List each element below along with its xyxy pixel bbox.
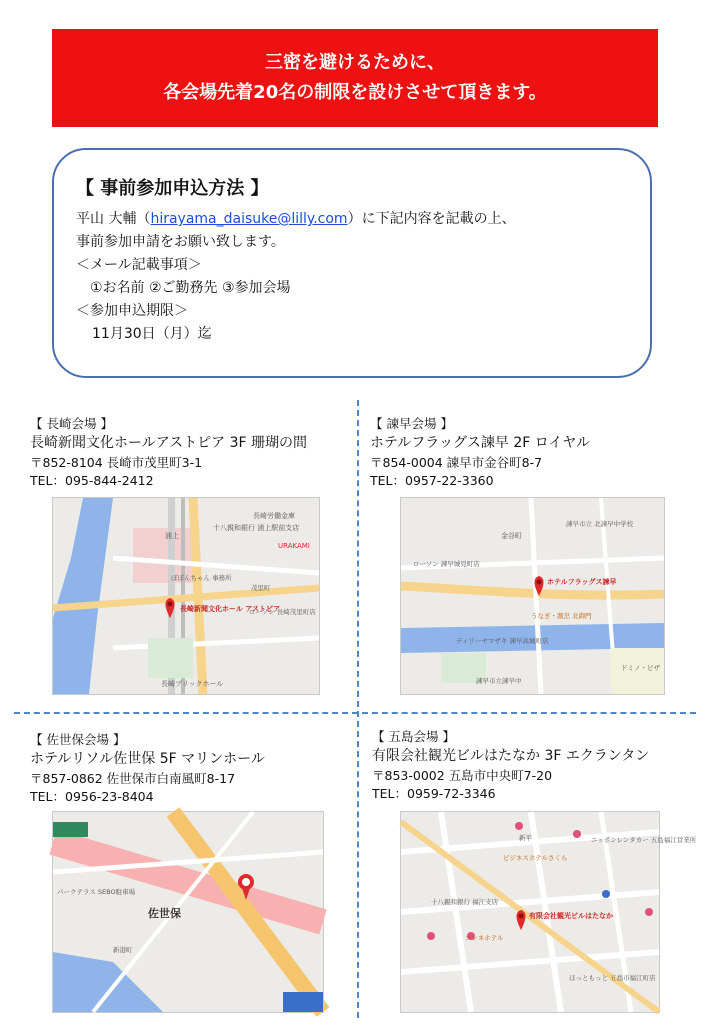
venue-tel: TEL：095-844-2412 (30, 473, 154, 488)
venue-isahaya (370, 415, 590, 490)
venue-name: 有限会社観光ビルはたなか 3F エクランタン (372, 748, 650, 764)
venue-name: ホテルフラッグス諫早 2F ロイヤル (370, 435, 591, 451)
application-method-box (52, 148, 652, 378)
venue-title: 【 五島会場 】 (372, 729, 455, 744)
items-list: ①お名前 ②ご勤務先 ③参加会場 (90, 280, 291, 296)
venue-address: 〒852-8104 長崎市茂里町3-1 (30, 455, 203, 470)
venue-name: ホテルリソル佐世保 5F マリンホール (30, 751, 265, 767)
contact-line (76, 208, 650, 231)
map-nagasaki[interactable] (52, 497, 320, 695)
venue-address: 〒853-0002 五島市中央町7-20 (372, 768, 553, 783)
map-label: ディリーヤマザキ 諫早高城町店 (456, 637, 549, 645)
venue-tel: TEL：0956-23-8404 (30, 789, 154, 804)
vertical-divider (357, 400, 359, 1018)
map-label: 十八親和銀行 浦上駅前支店 (213, 524, 300, 532)
map-label: 長崎ブリックホール (161, 680, 224, 688)
venue-tel: TEL：0959-72-3346 (372, 786, 496, 801)
map-label: 新港町 (113, 946, 133, 954)
venue-nagasaki (30, 415, 307, 490)
map-label: ビジネスホテルさくら (503, 854, 568, 862)
map-label: 長崎労働金庫 (253, 512, 295, 520)
map-label: うなぎ・割烹 北御門 (531, 612, 592, 620)
items-heading: ＜メール記載事項＞ (76, 257, 202, 273)
map-label: 諫早市立 北諫早中学校 (566, 520, 634, 528)
venue-title: 【 長崎会場 】 (30, 416, 113, 431)
banner-line-1: 三密を避けるために、 (265, 52, 445, 73)
banner-line-2: 各会場先着20名の制限を設けさせて頂きます。 (163, 82, 547, 103)
map-label: コンネホテル (465, 934, 504, 942)
map-label: 諫早市立諫早中 (476, 677, 522, 685)
application-method-heading: 【 事前参加申込方法 】 (76, 178, 269, 199)
contact-prefix: 平山 大輔（ (76, 211, 151, 227)
venue-title: 【 諫早会場 】 (370, 416, 453, 431)
map-label: 茂里町 (251, 584, 271, 592)
map-label: URAKAMI (278, 542, 310, 550)
venue-title: 【 佐世保会場 】 (30, 732, 126, 747)
deadline-date: 11月30日（月）迄 (92, 326, 212, 342)
map-label: ぽぽんちゃん 事務所 (171, 574, 232, 582)
map-label: ローソン 長崎茂里町店 (249, 608, 316, 616)
map-label: 十八親和銀行 福江支店 (431, 898, 499, 906)
map-pin-label: 長崎新聞文化ホール アストピア (180, 605, 281, 613)
map-isahaya[interactable] (400, 497, 665, 695)
map-pin-label: ホテルフラッグス諫早 (547, 578, 617, 586)
notice-banner (52, 29, 658, 127)
venue-tel: TEL：0957-22-3360 (370, 473, 494, 488)
venue-address: 〒854-0004 諫早市金谷町8-7 (370, 455, 543, 470)
map-sasebo[interactable] (52, 811, 324, 1013)
venue-address: 〒857-0862 佐世保市白南風町8-17 (30, 771, 236, 786)
contact-suffix: ）に下記内容を記載の上、 (347, 211, 516, 227)
map-label: 新平 (519, 834, 532, 842)
request-line: 事前参加申請をお願い致します。 (76, 234, 285, 250)
map-label: 浦上 (165, 532, 179, 540)
map-label: ドミノ・ピザ (621, 664, 660, 672)
venue-sasebo (30, 731, 265, 806)
map-label: ニッポンレンタカー 五島福江営業所 (591, 836, 697, 844)
deadline-heading: ＜参加申込期限＞ (76, 303, 188, 319)
map-goto[interactable] (400, 811, 697, 1013)
map-label: ローソン 諫早城見町店 (413, 560, 480, 568)
map-label: ほっともっと 五島市福江町店 (569, 974, 656, 982)
map-label: 金谷町 (501, 532, 522, 540)
map-label: パークテラス SEBO駐車場 (57, 888, 136, 896)
horizontal-divider (14, 712, 696, 714)
venue-goto (372, 728, 649, 803)
map-label: 佐世保 (148, 907, 181, 920)
map-pin-label: 有限会社観光ビルはたなか (529, 912, 613, 920)
venue-name: 長崎新聞文化ホールアストピア 3F 珊瑚の間 (30, 435, 308, 451)
email-link[interactable]: hirayama_daisuke@lilly.com (150, 211, 348, 227)
